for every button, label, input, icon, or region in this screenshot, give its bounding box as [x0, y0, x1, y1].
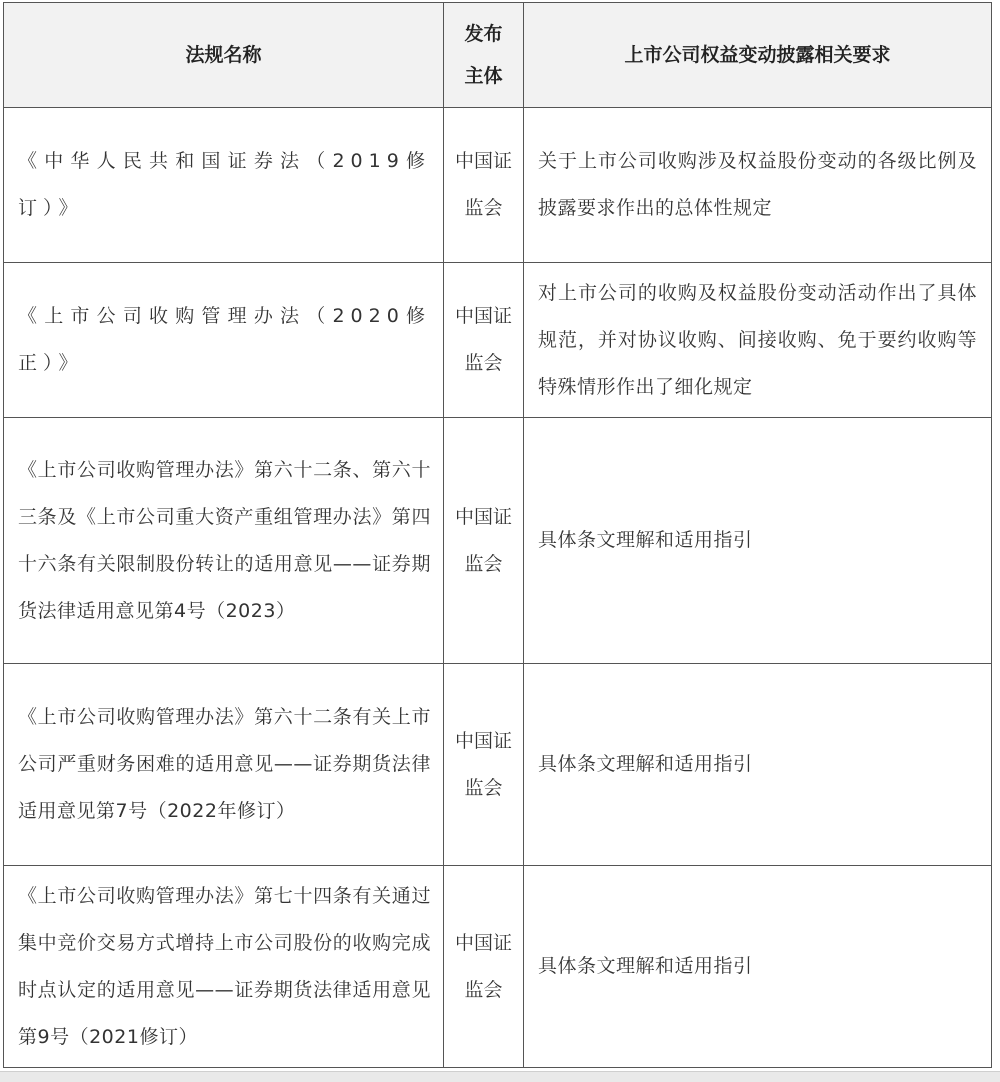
issuer-cell: 中国证监会 — [444, 418, 524, 664]
issuer-cell: 中国证监会 — [444, 263, 524, 418]
issuer-cell: 中国证监会 — [444, 664, 524, 866]
requirement-cell: 具体条文理解和适用指引 — [524, 418, 992, 664]
regulation-name-cell: 《上市公司收购管理办法》第六十二条、第六十三条及《上市公司重大资产重组管理办法》第四十六条有关限制股份转让的适用意见——证券期货法律适用意见第4号（2023） — [4, 418, 444, 664]
header-requirement: 上市公司权益变动披露相关要求 — [524, 3, 992, 108]
requirement-cell: 具体条文理解和适用指引 — [524, 664, 992, 866]
issuer-cell: 中国证监会 — [444, 108, 524, 263]
regulation-table — [3, 2, 992, 1068]
requirement-cell: 对上市公司的收购及权益股份变动活动作出了具体规范，并对协议收购、间接收购、免于要约收购等特殊情形作出了细化规定 — [524, 263, 992, 418]
bottom-scroll-strip — [0, 1071, 1000, 1082]
regulation-name-cell: 《中华人民共和国证券法（2019修订）》 — [4, 108, 444, 263]
header-issuer — [444, 3, 524, 108]
table-row — [4, 866, 992, 1068]
regulation-name-cell: 《上市公司收购管理办法（2020修正）》 — [4, 263, 444, 418]
regulation-name-cell: 《上市公司收购管理办法》第七十四条有关通过集中竞价交易方式增持上市公司股份的收购完成时点认定的适用意见——证券期货法律适用意见第9号（2021修订） — [4, 866, 444, 1068]
table-row — [4, 108, 992, 263]
table-header-row — [4, 3, 992, 108]
table-row — [4, 263, 992, 418]
header-issuer-label: 发布主体 — [464, 23, 503, 87]
requirement-cell: 具体条文理解和适用指引 — [524, 866, 992, 1068]
requirement-cell: 关于上市公司收购涉及权益股份变动的各级比例及披露要求作出的总体性规定 — [524, 108, 992, 263]
table-row — [4, 664, 992, 866]
issuer-cell: 中国证监会 — [444, 866, 524, 1068]
regulation-name-cell: 《上市公司收购管理办法》第六十二条有关上市公司严重财务困难的适用意见——证券期货法律适用意见第7号（2022年修订） — [4, 664, 444, 866]
header-regulation-name: 法规名称 — [4, 3, 444, 108]
table-row — [4, 418, 992, 664]
